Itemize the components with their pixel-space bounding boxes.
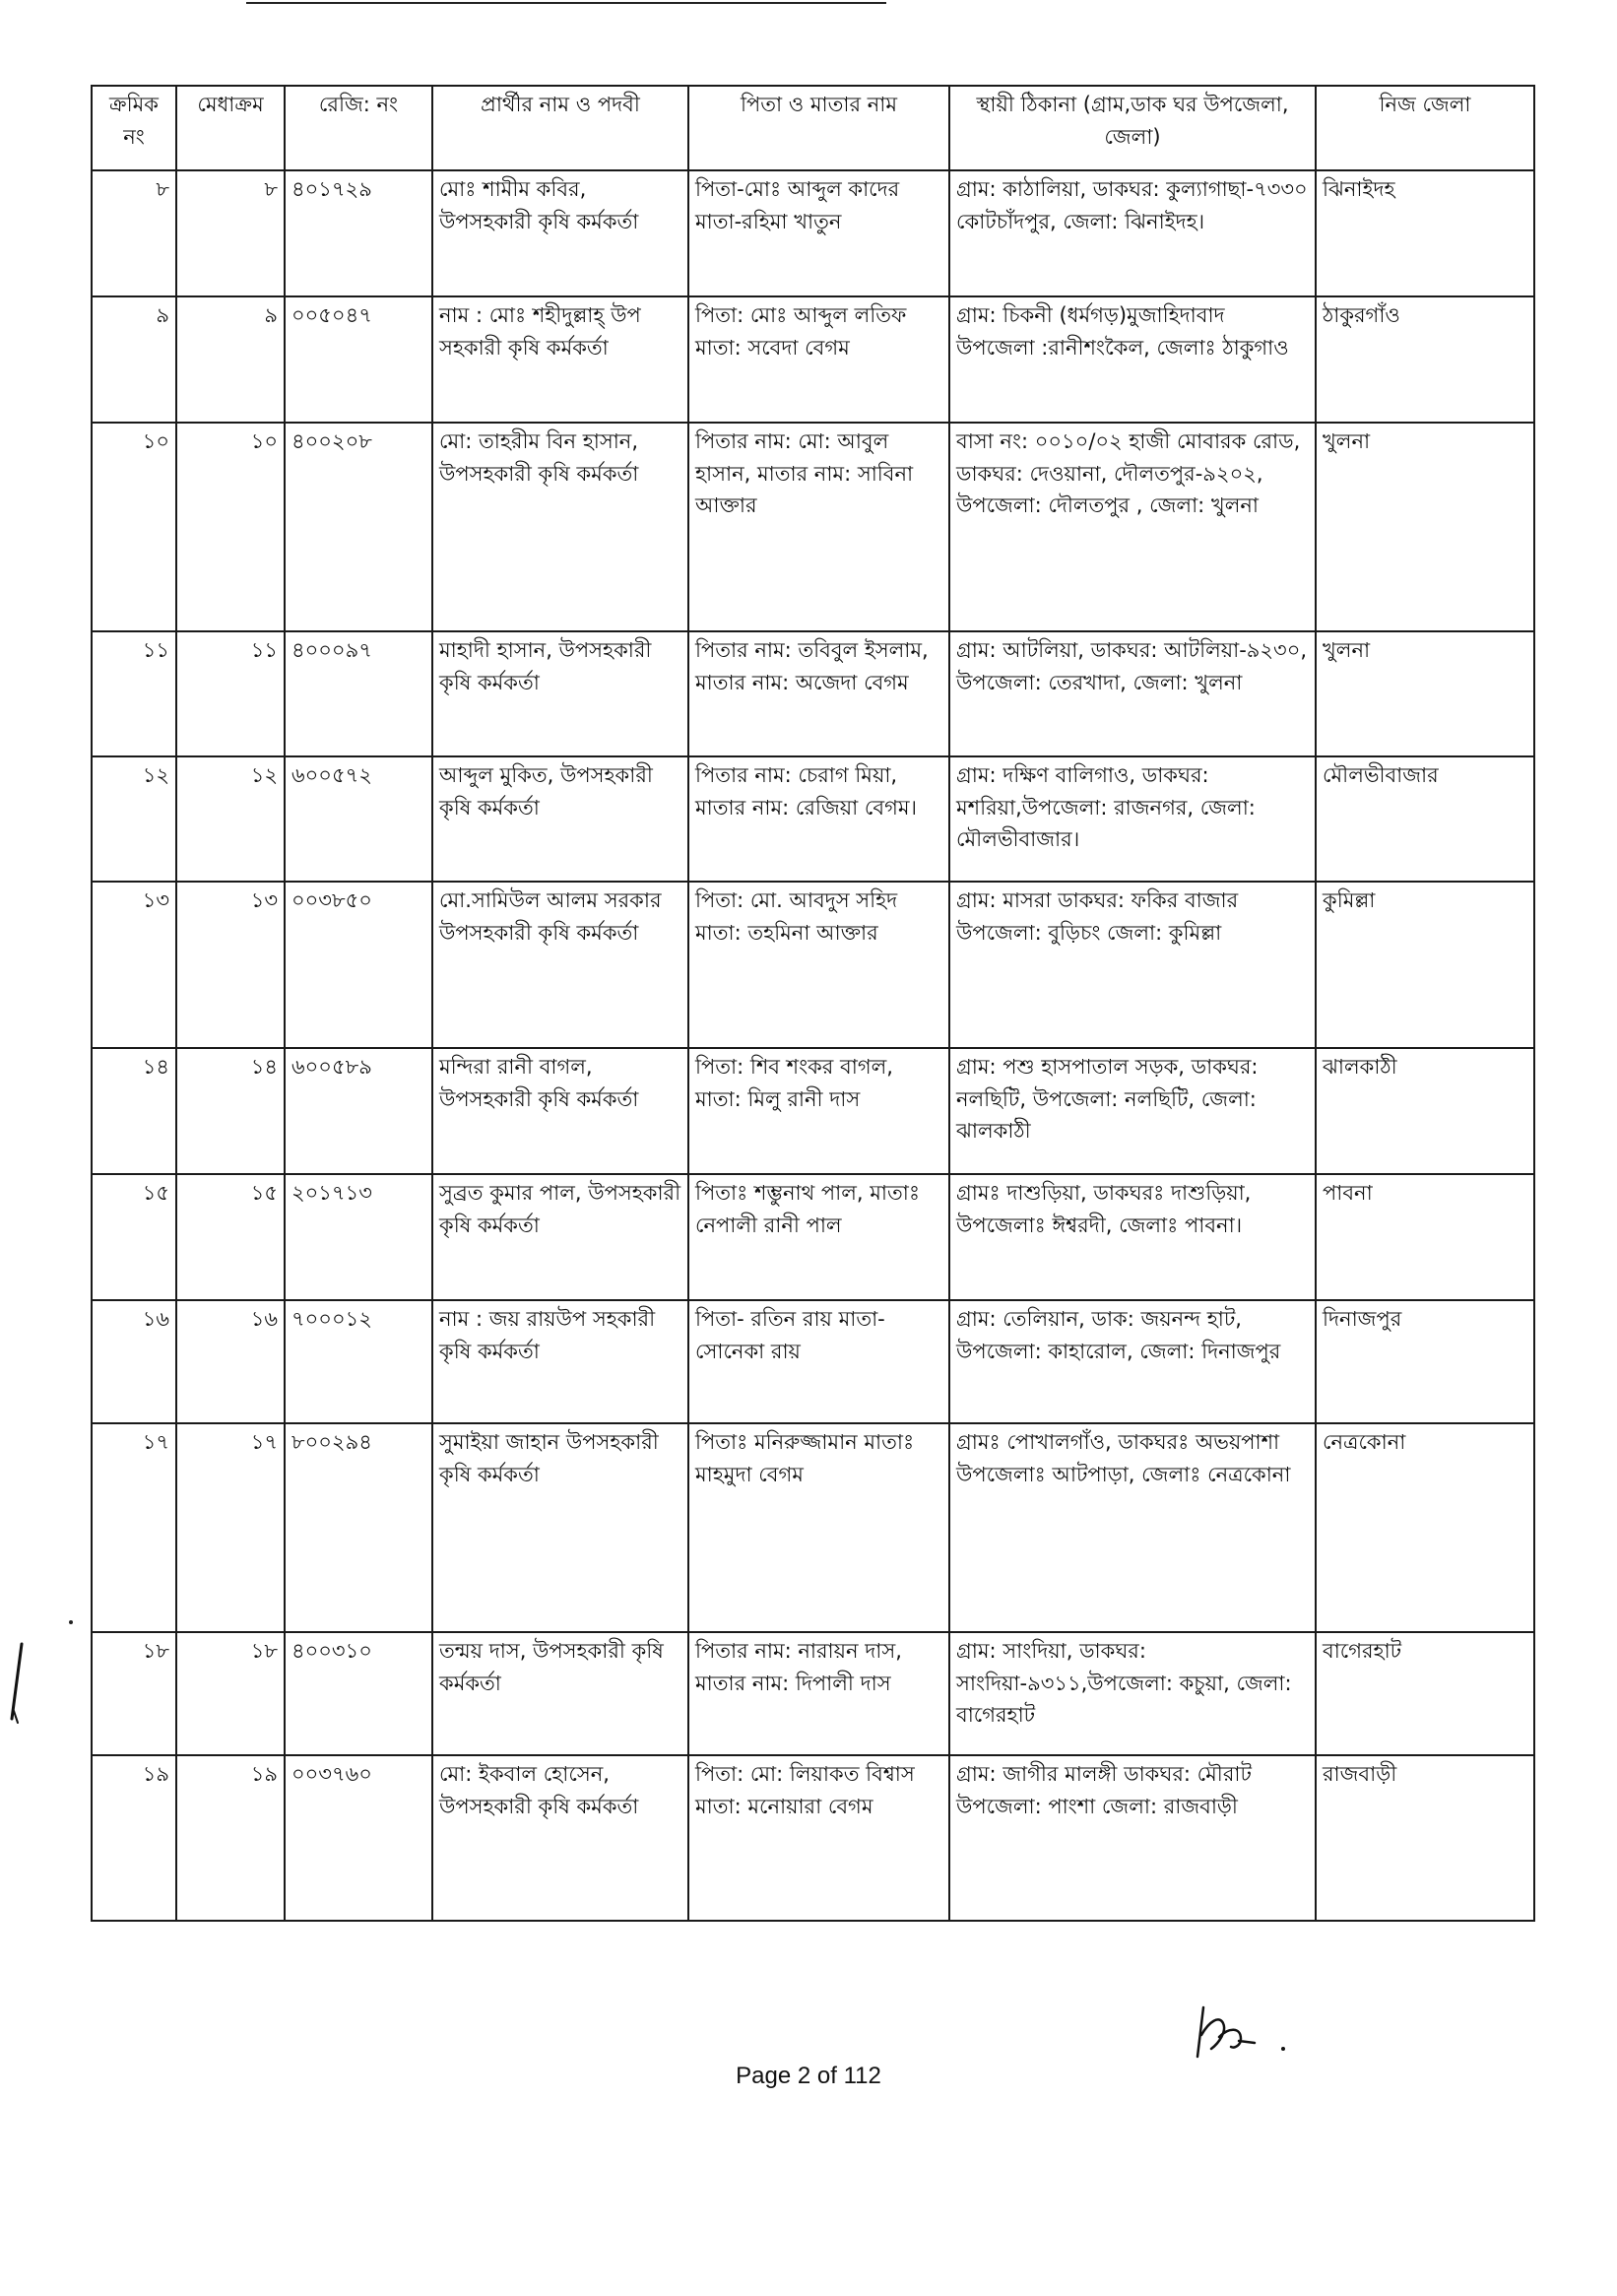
merit-cell: ১৫ bbox=[176, 1174, 285, 1300]
reg-cell: ০০৩৭৬০ bbox=[285, 1755, 432, 1921]
district-cell: ঝালকাঠী bbox=[1316, 1048, 1534, 1174]
serial-cell: ১২ bbox=[92, 756, 176, 882]
col-header-serial: ক্রমিক নং bbox=[92, 86, 176, 170]
table-row bbox=[92, 631, 1534, 756]
parents-cell: পিতার নাম: তবিবুল ইসলাম, মাতার নাম: অজেদা বেগম bbox=[688, 631, 949, 756]
serial-cell: ১৩ bbox=[92, 882, 176, 1048]
merit-cell: ১৬ bbox=[176, 1300, 285, 1423]
merit-cell: ১৪ bbox=[176, 1048, 285, 1174]
merit-cell: ১৭ bbox=[176, 1423, 285, 1632]
merit-cell: ১২ bbox=[176, 756, 285, 882]
name-cell: সুমাইয়া জাহান উপসহকারী কৃষি কর্মকর্তা bbox=[432, 1423, 688, 1632]
district-cell: খুলনা bbox=[1316, 423, 1534, 631]
merit-cell: ১৯ bbox=[176, 1755, 285, 1921]
parents-cell: পিতাঃ মনিরুজ্জামান মাতাঃ মাহমুদা বেগম bbox=[688, 1423, 949, 1632]
address-cell: গ্রাম: চিকনী (ধর্মগড়)মুজাহিদাবাদ উপজেলা :রানীশংকৈল, জেলাঃ ঠাকুগাও bbox=[949, 296, 1316, 423]
serial-cell: ১১ bbox=[92, 631, 176, 756]
table-row bbox=[92, 1423, 1534, 1632]
district-cell: ঠাকুরগাঁও bbox=[1316, 296, 1534, 423]
merit-cell: ১১ bbox=[176, 631, 285, 756]
col-header-merit: মেধাক্রম bbox=[176, 86, 285, 170]
reg-cell: ৪০০৩১০ bbox=[285, 1632, 432, 1755]
merit-cell: ১০ bbox=[176, 423, 285, 631]
reg-cell: ৪০১৭২৯ bbox=[285, 170, 432, 296]
district-cell: খুলনা bbox=[1316, 631, 1534, 756]
district-cell: ঝিনাইদহ bbox=[1316, 170, 1534, 296]
reg-cell: ৮০০২৯৪ bbox=[285, 1423, 432, 1632]
merit-cell: ১৩ bbox=[176, 882, 285, 1048]
parents-cell: পিতার নাম: চেরাগ মিয়া, মাতার নাম: রেজিয়া বেগম। bbox=[688, 756, 949, 882]
margin-pen-mark bbox=[4, 1640, 33, 1729]
address-cell: গ্রাম: কাঠালিয়া, ডাকঘর: কুল্যাগাছা-৭৩৩০ কোটচাঁদপুর, জেলা: ঝিনাইদহ। bbox=[949, 170, 1316, 296]
parents-cell: পিতা-মোঃ আব্দুল কাদের মাতা-রহিমা খাতুন bbox=[688, 170, 949, 296]
address-cell: গ্রামঃ পোখালগাঁও, ডাকঘরঃ অভয়পাশা উপজেলাঃ আটপাড়া, জেলাঃ নেত্রকোনা bbox=[949, 1423, 1316, 1632]
parents-cell: পিতার নাম: মো: আবুল হাসান, মাতার নাম: সাবিনা আক্তার bbox=[688, 423, 949, 631]
serial-cell: ১৬ bbox=[92, 1300, 176, 1423]
name-cell: মোঃ শামীম কবির, উপসহকারী কৃষি কর্মকর্তা bbox=[432, 170, 688, 296]
district-cell: কুমিল্লা bbox=[1316, 882, 1534, 1048]
table-row bbox=[92, 1632, 1534, 1755]
district-cell: রাজবাড়ী bbox=[1316, 1755, 1534, 1921]
reg-cell: ৭০০০১২ bbox=[285, 1300, 432, 1423]
reg-cell: ২০১৭১৩ bbox=[285, 1174, 432, 1300]
col-header-address: স্থায়ী ঠিকানা (গ্রাম,ডাক ঘর উপজেলা, জেলা) bbox=[949, 86, 1316, 170]
serial-cell: ১৯ bbox=[92, 1755, 176, 1921]
table-row bbox=[92, 170, 1534, 296]
serial-cell: ১০ bbox=[92, 423, 176, 631]
parents-cell: পিতা: মো. আবদুস সহিদ মাতা: তহমিনা আক্তার bbox=[688, 882, 949, 1048]
table-header-row bbox=[92, 86, 1534, 170]
name-cell: মো: তাহরীম বিন হাসান, উপসহকারী কৃষি কর্মকর্তা bbox=[432, 423, 688, 631]
serial-cell: ৮ bbox=[92, 170, 176, 296]
reg-cell: ৬০০৫৮৯ bbox=[285, 1048, 432, 1174]
table-row bbox=[92, 1755, 1534, 1921]
name-cell: মো.সামিউল আলম সরকার উপসহকারী কৃষি কর্মকর্তা bbox=[432, 882, 688, 1048]
address-cell: গ্রাম: আটলিয়া, ডাকঘর: আটলিয়া-৯২৩০, উপজেলা: তেরখাদা, জেলা: খুলনা bbox=[949, 631, 1316, 756]
parents-cell: পিতা: মোঃ আব্দুল লতিফ মাতা: সবেদা বেগম bbox=[688, 296, 949, 423]
parents-cell: পিতাঃ শম্ভুনাথ পাল, মাতাঃ নেপালী রানী পাল bbox=[688, 1174, 949, 1300]
name-cell: সুব্রত কুমার পাল, উপসহকারী কৃষি কর্মকর্তা bbox=[432, 1174, 688, 1300]
address-cell: গ্রাম: তেলিয়ান, ডাক: জয়নন্দ হাট, উপজেলা: কাহারোল, জেলা: দিনাজপুর bbox=[949, 1300, 1316, 1423]
table-row bbox=[92, 1048, 1534, 1174]
address-cell: বাসা নং: ০০১০/০২ হাজী মোবারক রোড, ডাকঘর: দেওয়ানা, দৌলতপুর-৯২০২, উপজেলা: দৌলতপুর , জেলা: খুলনা bbox=[949, 423, 1316, 631]
district-cell: দিনাজপুর bbox=[1316, 1300, 1534, 1423]
parents-cell: পিতা- রতিন রায় মাতা-সোনেকা রায় bbox=[688, 1300, 949, 1423]
table-row bbox=[92, 296, 1534, 423]
col-header-district: নিজ জেলা bbox=[1316, 86, 1534, 170]
address-cell: গ্রাম: পশু হাসপাতাল সড়ক, ডাকঘর: নলছিটি, উপজেলা: নলছিটি, জেলা: ঝালকাঠী bbox=[949, 1048, 1316, 1174]
table-row bbox=[92, 1300, 1534, 1423]
reg-cell: ০০৩৮৫০ bbox=[285, 882, 432, 1048]
address-cell: গ্রাম: জাগীর মালঙ্গী ডাকঘর: মৌরাট উপজেলা: পাংশা জেলা: রাজবাড়ী bbox=[949, 1755, 1316, 1921]
district-cell: মৌলভীবাজার bbox=[1316, 756, 1534, 882]
serial-cell: ১৮ bbox=[92, 1632, 176, 1755]
address-cell: গ্রাম: সাংদিয়া, ডাকঘর: সাংদিয়া-৯৩১১,উপজেলা: কচুয়া, জেলা: বাগেরহাট bbox=[949, 1632, 1316, 1755]
margin-dot bbox=[69, 1620, 73, 1624]
address-cell: গ্রাম: মাসরা ডাকঘর: ফকির বাজার উপজেলা: বুড়িচং জেলা: কুমিল্লা bbox=[949, 882, 1316, 1048]
parents-cell: পিতা: শিব শংকর বাগল, মাতা: মিলু রানী দাস bbox=[688, 1048, 949, 1174]
address-cell: গ্রাম: দক্ষিণ বালিগাও, ডাকঘর: মশরিয়া,উপজেলা: রাজনগর, জেলা: মৌলভীবাজার। bbox=[949, 756, 1316, 882]
reg-cell: ৬০০৫৭২ bbox=[285, 756, 432, 882]
col-header-reg: রেজি: নং bbox=[285, 86, 432, 170]
serial-cell: ৯ bbox=[92, 296, 176, 423]
page-number: Page 2 of 112 bbox=[736, 2063, 881, 2089]
table-row bbox=[92, 882, 1534, 1048]
district-cell: বাগেরহাট bbox=[1316, 1632, 1534, 1755]
col-header-parents: পিতা ও মাতার নাম bbox=[688, 86, 949, 170]
reg-cell: ০০৫০৪৭ bbox=[285, 296, 432, 423]
table-row bbox=[92, 1174, 1534, 1300]
district-cell: পাবনা bbox=[1316, 1174, 1534, 1300]
table-row bbox=[92, 423, 1534, 631]
candidate-table bbox=[91, 85, 1535, 1922]
merit-cell: ১৮ bbox=[176, 1632, 285, 1755]
district-cell: নেত্রকোনা bbox=[1316, 1423, 1534, 1632]
parents-cell: পিতার নাম: নারায়ন দাস, মাতার নাম: দিপালী দাস bbox=[688, 1632, 949, 1755]
reg-cell: ৪০০০৯৭ bbox=[285, 631, 432, 756]
serial-cell: ১৫ bbox=[92, 1174, 176, 1300]
col-header-name: প্রার্থীর নাম ও পদবী bbox=[432, 86, 688, 170]
name-cell: নাম : জয় রায়উপ সহকারী কৃষি কর্মকর্তা bbox=[432, 1300, 688, 1423]
name-cell: তন্ময় দাস, উপসহকারী কৃষি কর্মকর্তা bbox=[432, 1632, 688, 1755]
merit-cell: ৯ bbox=[176, 296, 285, 423]
name-cell: মন্দিরা রানী বাগল, উপসহকারী কৃষি কর্মকর্তা bbox=[432, 1048, 688, 1174]
signature-mark bbox=[1190, 1998, 1298, 2066]
name-cell: আব্দুল মুকিত, উপসহকারী কৃষি কর্মকর্তা bbox=[432, 756, 688, 882]
name-cell: নাম : মোঃ শহীদুল্লাহ্ উপ সহকারী কৃষি কর্মকর্তা bbox=[432, 296, 688, 423]
serial-cell: ১৭ bbox=[92, 1423, 176, 1632]
serial-cell: ১৪ bbox=[92, 1048, 176, 1174]
table-row bbox=[92, 756, 1534, 882]
top-rule bbox=[246, 2, 886, 4]
name-cell: মো: ইকবাল হোসেন, উপসহকারী কৃষি কর্মকর্তা bbox=[432, 1755, 688, 1921]
address-cell: গ্রামঃ দাশুড়িয়া, ডাকঘরঃ দাশুড়িয়া, উপজেলাঃ ঈশ্বরদী, জেলাঃ পাবনা। bbox=[949, 1174, 1316, 1300]
parents-cell: পিতা: মো: লিয়াকত বিশ্বাস মাতা: মনোয়ারা বেগম bbox=[688, 1755, 949, 1921]
reg-cell: ৪০০২০৮ bbox=[285, 423, 432, 631]
name-cell: মাহাদী হাসান, উপসহকারী কৃষি কর্মকর্তা bbox=[432, 631, 688, 756]
merit-cell: ৮ bbox=[176, 170, 285, 296]
